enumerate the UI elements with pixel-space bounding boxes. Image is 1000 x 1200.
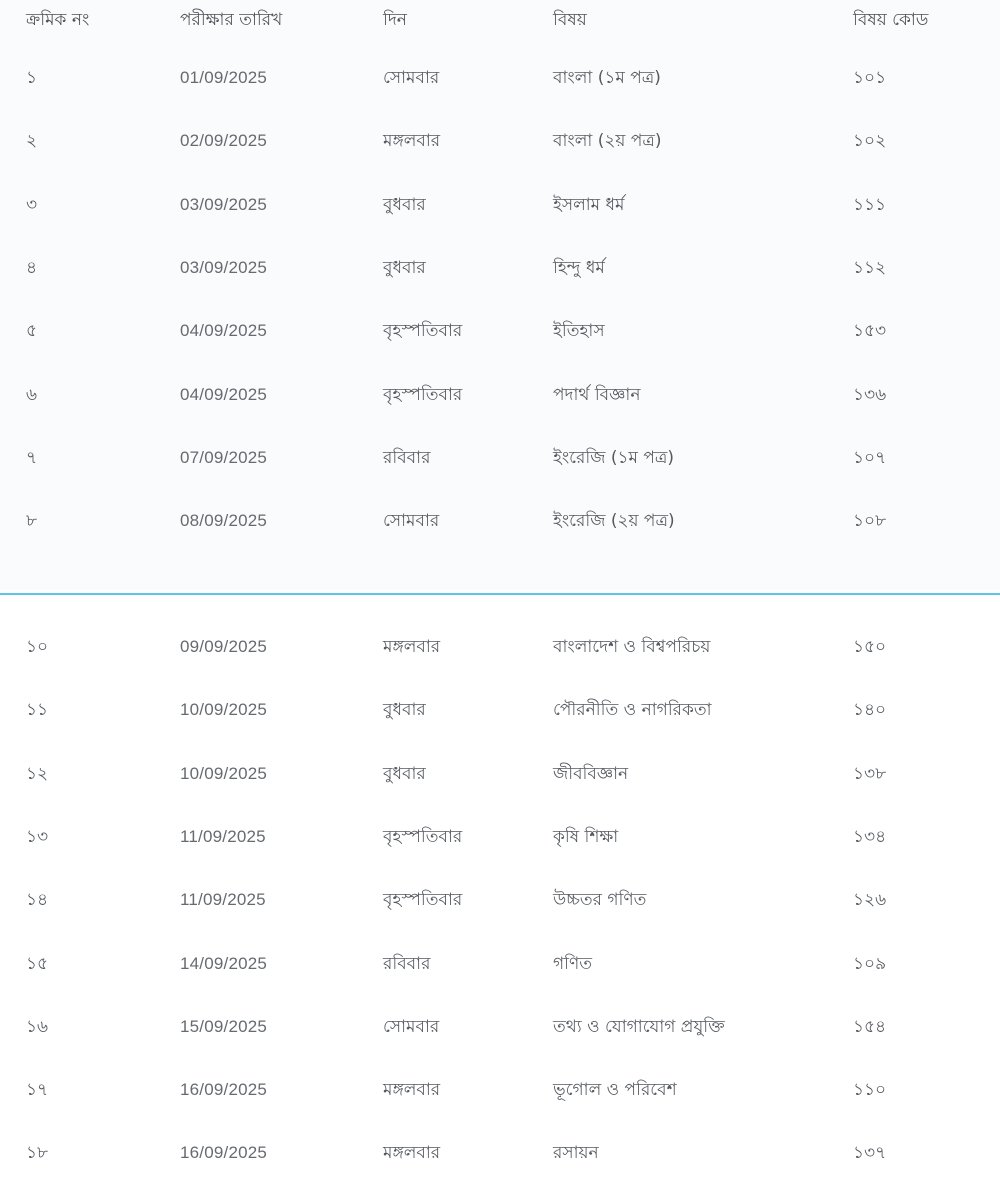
code-cell: ১১০ [853,1080,887,1101]
table-row [0,438,1000,478]
serial-cell: ৮ [26,511,38,532]
code-cell: ১৪০ [853,700,887,721]
subject-cell: বাংলাদেশ ও বিশ্বপরিচয় [553,637,711,657]
date-cell: 11/09/2025 [180,826,266,846]
subject-cell: ইসলাম ধর্ম [553,194,625,215]
table-row [0,248,1000,288]
serial-cell: ৩ [26,194,38,215]
code-cell: ১১১ [853,194,887,215]
serial-cell: ২ [26,131,38,152]
date-cell: 11/09/2025 [180,890,266,910]
serial-cell: ১৪ [26,890,49,911]
serial-cell: ১০ [26,637,49,657]
serial-cell: ১৮ [26,1143,49,1164]
code-cell: ১৫৪ [853,1016,887,1037]
date-cell: 15/09/2025 [180,1016,268,1036]
header-subject: বিষয় [553,10,587,30]
day-cell: সোমবার [383,511,440,532]
subject-cell: পৌরনীতি ও নাগরিকতা [553,700,712,721]
date-cell: 16/09/2025 [180,1143,268,1163]
day-cell: বুধবার [383,700,426,721]
serial-cell: ৫ [26,321,38,342]
serial-cell: ৪ [26,257,38,278]
code-cell: ১৩৭ [853,1143,887,1164]
table-row [0,58,1000,98]
header-subject-code: বিষয় কোড [853,10,929,30]
serial-cell: ১৩ [26,826,49,847]
code-cell: ১৩৪ [853,826,887,847]
day-cell: রবিবার [383,447,431,468]
day-cell: সোমবার [383,68,440,88]
date-cell: 03/09/2025 [180,194,268,214]
date-cell: 04/09/2025 [180,321,268,341]
subject-cell: রসায়ন [553,1143,599,1164]
day-cell: বুধবার [383,194,426,215]
code-cell: ১২৬ [853,890,887,911]
date-cell: 10/09/2025 [180,700,268,720]
subject-cell: কৃষি শিক্ষা [553,826,619,847]
day-cell: সোমবার [383,1016,440,1037]
date-cell: 14/09/2025 [180,953,268,973]
day-cell: মঙ্গলবার [383,1080,441,1101]
date-cell: 09/09/2025 [180,637,268,656]
table-row [0,690,1000,730]
subject-cell: বাংলা (২য় পত্র) [553,131,662,152]
table-row [0,627,1000,667]
subject-cell: জীববিজ্ঞান [553,763,629,784]
table-row [0,1007,1000,1047]
subject-cell: তথ্য ও যোগাযোগ প্রযুক্তি [553,1016,725,1037]
serial-cell: ৭ [26,447,38,468]
serial-cell: ১৬ [26,1016,49,1037]
day-cell: বুধবার [383,763,426,784]
table-row [0,375,1000,415]
subject-cell: পদার্থ বিজ্ঞান [553,384,641,405]
table-row [0,121,1000,161]
day-cell: বৃহস্পতিবার [383,890,463,911]
subject-cell: উচ্চতর গণিত [553,890,647,911]
code-cell: ১০১ [853,68,887,88]
table-row [0,311,1000,351]
table-row [0,1070,1000,1110]
section-divider [0,593,1000,595]
table-header [0,0,1000,40]
header-exam-date: পরীক্ষার তারিখ [180,10,283,30]
table-row [0,944,1000,984]
date-cell: 07/09/2025 [180,447,268,467]
code-cell: ১০৮ [853,511,887,532]
table-row [0,185,1000,225]
table-row [0,1133,1000,1173]
date-cell: 02/09/2025 [180,131,268,151]
subject-cell: হিন্দু ধর্ম [553,257,605,278]
table-row [0,754,1000,794]
code-cell: ১৩৬ [853,384,887,405]
day-cell: মঙ্গলবার [383,131,441,152]
table-row [0,501,1000,541]
subject-cell: ইতিহাস [553,321,605,342]
date-cell: 01/09/2025 [180,68,268,87]
serial-cell: ১১ [26,700,49,721]
serial-cell: ১৫ [26,953,49,974]
date-cell: 04/09/2025 [180,384,268,404]
header-day: দিন [383,10,407,30]
subject-cell: ইংরেজি (১ম পত্র) [553,447,674,468]
day-cell: বৃহস্পতিবার [383,384,463,405]
code-cell: ১০২ [853,131,887,152]
table-row [0,817,1000,857]
day-cell: বৃহস্পতিবার [383,826,463,847]
code-cell: ১৫০ [853,637,887,657]
day-cell: বৃহস্পতিবার [383,321,463,342]
date-cell: 16/09/2025 [180,1080,268,1100]
serial-cell: ৬ [26,384,38,405]
code-cell: ১৫৩ [853,321,887,342]
date-cell: 03/09/2025 [180,257,268,277]
subject-cell: গণিত [553,953,593,974]
code-cell: ১১২ [853,257,887,278]
serial-cell: ১৭ [26,1080,49,1101]
day-cell: রবিবার [383,953,431,974]
code-cell: ১৩৮ [853,763,887,784]
table-row [0,880,1000,920]
subject-cell: ইংরেজি (২য় পত্র) [553,511,675,532]
serial-cell: ১২ [26,763,49,784]
day-cell: মঙ্গলবার [383,637,441,657]
day-cell: মঙ্গলবার [383,1143,441,1164]
subject-cell: ভূগোল ও পরিবেশ [553,1080,677,1101]
header-serial: ক্রমিক নং [26,10,90,30]
serial-cell: ১ [26,68,38,88]
code-cell: ১০৯ [853,953,887,974]
day-cell: বুধবার [383,257,426,278]
code-cell: ১০৭ [853,447,887,468]
date-cell: 08/09/2025 [180,511,268,531]
date-cell: 10/09/2025 [180,763,268,783]
subject-cell: বাংলা (১ম পত্র) [553,68,661,88]
